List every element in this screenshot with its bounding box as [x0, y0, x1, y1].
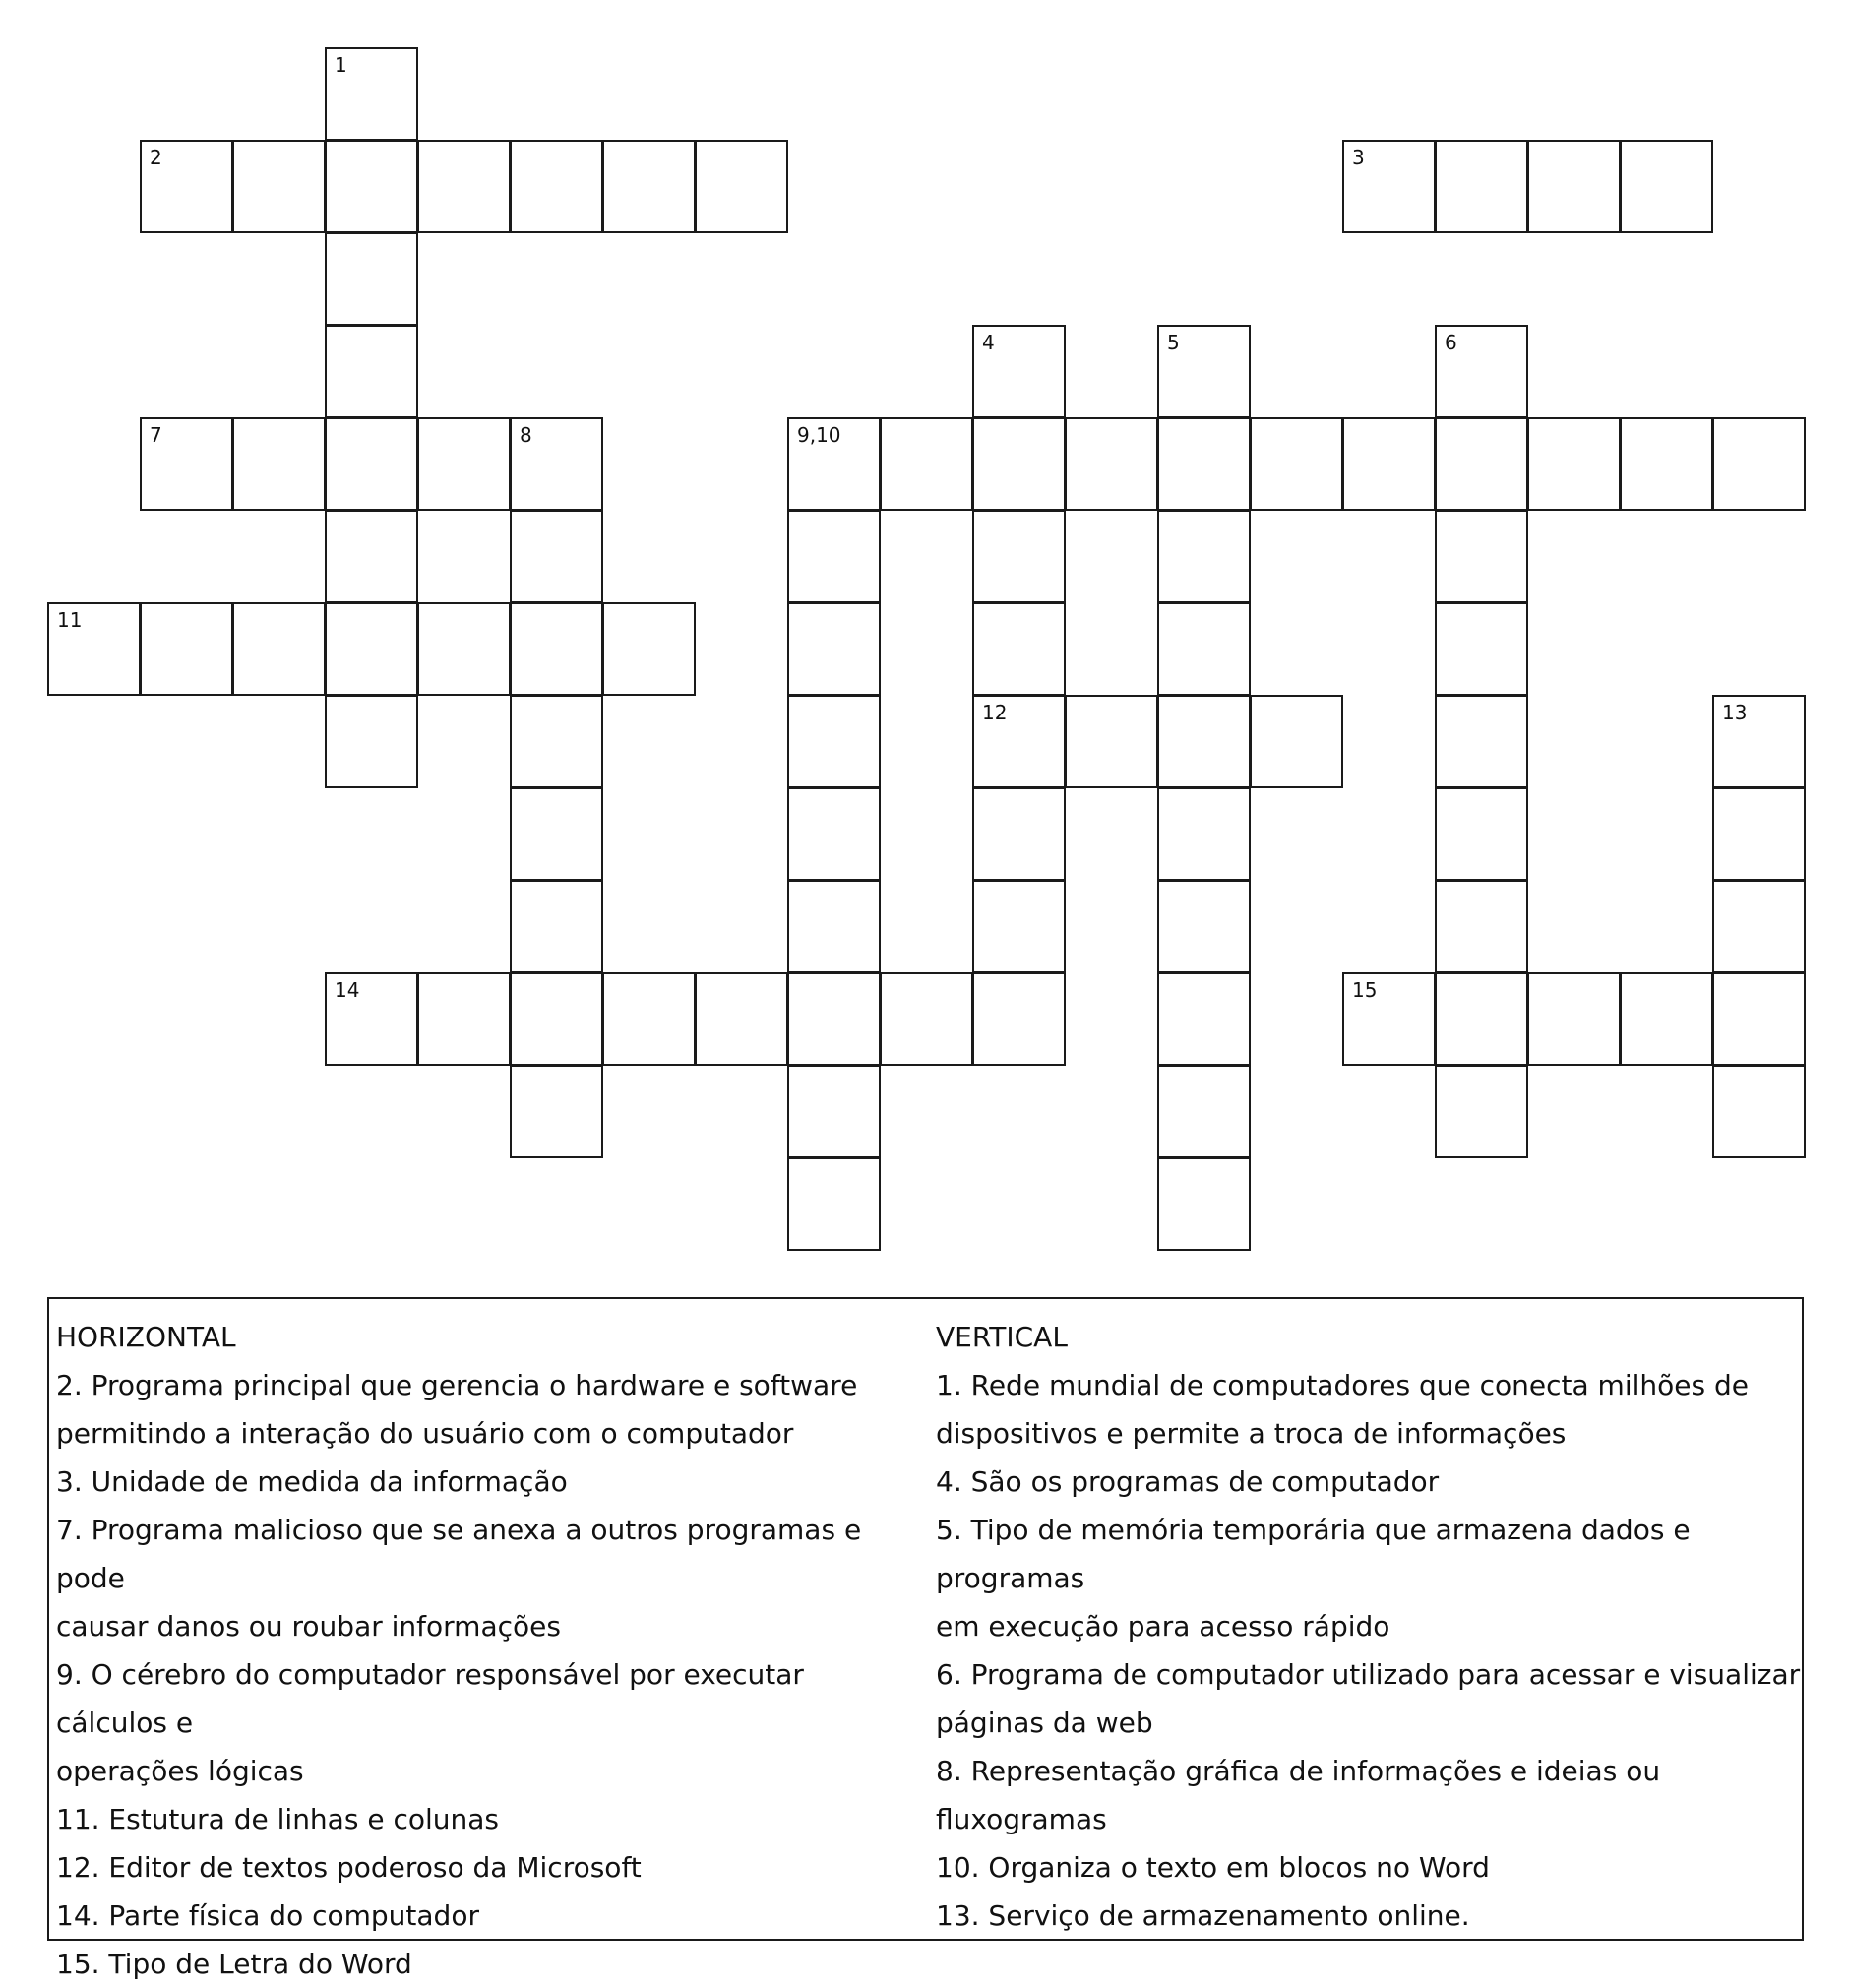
grid-cell[interactable]: [787, 972, 881, 1066]
grid-cell[interactable]: [972, 972, 1066, 1066]
grid-cell[interactable]: [1435, 140, 1528, 233]
grid-cell[interactable]: [787, 787, 881, 881]
grid-cell[interactable]: [695, 972, 788, 1066]
grid-cell[interactable]: [510, 602, 603, 696]
grid-cell[interactable]: [1157, 695, 1251, 788]
grid-cell[interactable]: [1620, 140, 1713, 233]
clue-number: 11: [57, 608, 83, 632]
grid-cell[interactable]: [1157, 1157, 1251, 1251]
grid-cell[interactable]: [1712, 695, 1806, 788]
horizontal-clue-line: operações lógicas: [56, 1755, 304, 1787]
grid-cell[interactable]: [1342, 140, 1436, 233]
grid-cell[interactable]: [1157, 972, 1251, 1066]
grid-cell[interactable]: [325, 510, 418, 603]
grid-cell[interactable]: [510, 140, 603, 233]
grid-cell[interactable]: [972, 695, 1066, 788]
grid-cell[interactable]: [325, 602, 418, 696]
horizontal-heading: HORIZONTAL: [56, 1321, 236, 1353]
grid-cell[interactable]: [1435, 972, 1528, 1066]
grid-cell[interactable]: [1157, 602, 1251, 696]
grid-cell[interactable]: [47, 602, 141, 696]
horizontal-clue-line: 2. Programa principal que gerencia o hardware e software: [56, 1369, 858, 1401]
grid-cell[interactable]: [1157, 417, 1251, 511]
clue-number: 6: [1445, 331, 1457, 354]
clues-box: [47, 1297, 1804, 1980]
grid-cell[interactable]: [1435, 695, 1528, 788]
grid-cell[interactable]: [602, 602, 696, 696]
grid-cell[interactable]: [140, 140, 233, 233]
vertical-clue-line: 6. Programa de computador utilizado para acessar e visualizar: [936, 1658, 1801, 1691]
grid-cell[interactable]: [972, 325, 1066, 418]
grid-cell[interactable]: [1712, 787, 1806, 881]
grid-cell[interactable]: [1435, 325, 1528, 418]
clue-number: 9,10: [797, 423, 841, 447]
grid-cell[interactable]: [1250, 695, 1343, 788]
grid-cell[interactable]: [232, 417, 326, 511]
grid-cell[interactable]: [1527, 972, 1621, 1066]
vertical-clue-line: 10. Organiza o texto em blocos no Word: [936, 1851, 1490, 1884]
horizontal-clue-line: permitindo a interação do usuário com o computador: [56, 1417, 794, 1450]
grid-cell[interactable]: [1342, 417, 1436, 511]
vertical-clue-line: 5. Tipo de memória temporária que armazena dados e programas: [936, 1514, 1691, 1594]
grid-cell[interactable]: [1527, 417, 1621, 511]
grid-cell[interactable]: [972, 602, 1066, 696]
horizontal-clue-line: 9. O cérebro do computador responsável por executar cálculos e: [56, 1658, 804, 1739]
clue-number: 12: [982, 701, 1008, 724]
grid-cell[interactable]: [602, 972, 696, 1066]
grid-cell[interactable]: [417, 417, 511, 511]
grid-cell[interactable]: [510, 787, 603, 881]
vertical-clue-line: 8. Representação gráfica de informações e ideias ou fluxogramas: [936, 1755, 1661, 1835]
grid-cell[interactable]: [1435, 880, 1528, 973]
grid-cell[interactable]: [787, 1157, 881, 1251]
grid-cell[interactable]: [972, 787, 1066, 881]
clue-number: 14: [335, 978, 360, 1002]
grid-cell[interactable]: [417, 602, 511, 696]
horizontal-clues: [56, 1313, 922, 1988]
grid-cell[interactable]: [325, 417, 418, 511]
vertical-heading: VERTICAL: [936, 1321, 1068, 1353]
grid-cell[interactable]: [325, 695, 418, 788]
grid-cell[interactable]: [510, 695, 603, 788]
grid-cell[interactable]: [1712, 880, 1806, 973]
grid-cell[interactable]: [325, 140, 418, 233]
grid-cell[interactable]: [510, 1065, 603, 1158]
grid-cell[interactable]: [1712, 417, 1806, 511]
grid-cell[interactable]: [1620, 972, 1713, 1066]
clue-number: 15: [1352, 978, 1378, 1002]
clue-number: 8: [520, 423, 532, 447]
vertical-clue-line: 13. Serviço de armazenamento online.: [936, 1899, 1470, 1932]
vertical-clue-line: 1. Rede mundial de computadores que conecta milhões de: [936, 1369, 1749, 1401]
horizontal-clue-line: 15. Tipo de Letra do Word: [56, 1948, 412, 1980]
grid-cell[interactable]: [972, 510, 1066, 603]
grid-cell[interactable]: [1157, 510, 1251, 603]
grid-cell[interactable]: [510, 417, 603, 511]
grid-cell[interactable]: [972, 417, 1066, 511]
grid-cell[interactable]: [1435, 510, 1528, 603]
grid-cell[interactable]: [1157, 787, 1251, 881]
grid-cell[interactable]: [232, 602, 326, 696]
grid-cell[interactable]: [1250, 417, 1343, 511]
vertical-clue-line: dispositivos e permite a troca de informações: [936, 1417, 1567, 1450]
grid-cell[interactable]: [1157, 1065, 1251, 1158]
clue-number: 7: [150, 423, 162, 447]
grid-cell[interactable]: [1065, 417, 1158, 511]
grid-cell[interactable]: [325, 325, 418, 418]
horizontal-clue-line: 7. Programa malicioso que se anexa a outros programas e pode: [56, 1514, 862, 1594]
vertical-clue-line: 4. São os programas de computador: [936, 1465, 1440, 1498]
horizontal-clue-line: 14. Parte física do computador: [56, 1899, 479, 1932]
clue-number: 13: [1722, 701, 1748, 724]
vertical-clues: [936, 1313, 1802, 1940]
horizontal-clue-line: 11. Estutura de linhas e colunas: [56, 1803, 499, 1835]
grid-cell[interactable]: [325, 972, 418, 1066]
grid-cell[interactable]: [417, 972, 511, 1066]
grid-cell[interactable]: [602, 140, 696, 233]
grid-cell[interactable]: [1435, 1065, 1528, 1158]
clue-number: 1: [335, 53, 347, 77]
grid-cell[interactable]: [1435, 417, 1528, 511]
grid-cell[interactable]: [1620, 417, 1713, 511]
grid-cell[interactable]: [140, 417, 233, 511]
grid-cell[interactable]: [880, 972, 973, 1066]
vertical-clue-line: páginas da web: [936, 1707, 1153, 1739]
grid-cell[interactable]: [1527, 140, 1621, 233]
grid-cell[interactable]: [510, 510, 603, 603]
horizontal-clue-line: causar danos ou roubar informações: [56, 1610, 561, 1643]
grid-cell[interactable]: [1435, 787, 1528, 881]
grid-cell[interactable]: [1342, 972, 1436, 1066]
grid-cell[interactable]: [1065, 695, 1158, 788]
grid-cell[interactable]: [417, 140, 511, 233]
grid-cell[interactable]: [232, 140, 326, 233]
grid-cell[interactable]: [1712, 1065, 1806, 1158]
grid-cell[interactable]: [787, 880, 881, 973]
grid-cell[interactable]: [787, 417, 881, 511]
grid-cell[interactable]: [1712, 972, 1806, 1066]
clue-number: 3: [1352, 146, 1365, 169]
grid-cell[interactable]: [1157, 880, 1251, 973]
grid-cell[interactable]: [325, 232, 418, 326]
grid-cell[interactable]: [787, 695, 881, 788]
clue-number: 5: [1167, 331, 1180, 354]
clue-number: 4: [982, 331, 995, 354]
grid-cell[interactable]: [325, 47, 418, 141]
grid-cell[interactable]: [140, 602, 233, 696]
grid-cell[interactable]: [972, 880, 1066, 973]
grid-cell[interactable]: [787, 1065, 881, 1158]
horizontal-clue-line: 12. Editor de textos poderoso da Microsoft: [56, 1851, 642, 1884]
grid-cell[interactable]: [695, 140, 788, 233]
grid-cell[interactable]: [787, 510, 881, 603]
vertical-clue-line: em execução para acesso rápido: [936, 1610, 1390, 1643]
horizontal-clue-line: 3. Unidade de medida da informação: [56, 1465, 568, 1498]
grid-cell[interactable]: [1435, 602, 1528, 696]
grid-cell[interactable]: [510, 880, 603, 973]
grid-cell[interactable]: [510, 972, 603, 1066]
grid-cell[interactable]: [1157, 325, 1251, 418]
grid-cell[interactable]: [880, 417, 973, 511]
clue-number: 2: [150, 146, 162, 169]
grid-cell[interactable]: [787, 602, 881, 696]
